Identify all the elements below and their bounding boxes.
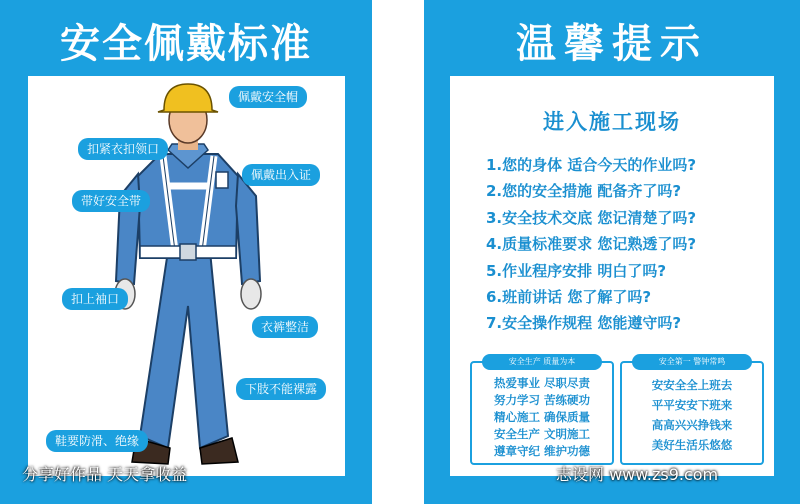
- safety-slogan-header: 安全第一 警钟常鸣: [632, 354, 752, 370]
- slogan-line: 平平安安下班来: [651, 398, 733, 412]
- safety-wear-title: 安全佩戴标准: [60, 21, 312, 67]
- question-item: 5.作业程序安排 明白了吗?: [486, 261, 667, 280]
- reminder-content: [450, 76, 774, 476]
- trousers: [140, 251, 228, 448]
- slogan-line: 遵章守纪 维护功德: [493, 444, 590, 458]
- slogan-line: 安全生产 文明施工: [493, 427, 590, 441]
- right-glove: [241, 279, 261, 309]
- quality-slogan-box: [470, 357, 614, 465]
- callout-wear-badge: 佩戴出入证: [242, 164, 320, 186]
- id-badge: [216, 172, 228, 188]
- slogan-line: 热爱事业 尽职尽责: [493, 376, 590, 390]
- callout-non-slip-shoes: 鞋要防滑、绝缘: [46, 430, 148, 452]
- question-item: 7.安全操作规程 您能遵守吗?: [486, 314, 682, 333]
- callout-fasten-collar: 扣紧衣扣领口: [78, 138, 168, 160]
- question-list: [486, 152, 696, 337]
- reminder-panel: [424, 0, 800, 504]
- question-item: 4.质量标准要求 您记熟透了吗?: [486, 235, 697, 254]
- jacket: [138, 154, 238, 258]
- callout-button-cuffs: 扣上袖口: [62, 288, 128, 310]
- callout-wear-helmet: 佩戴安全帽: [229, 86, 307, 108]
- question-item: 6.班前讲话 您了解了吗?: [486, 287, 652, 306]
- right-arm: [236, 174, 260, 284]
- belt-buckle: [180, 244, 196, 260]
- slogan-line: 高高兴兴挣钱来: [651, 418, 733, 432]
- helmet: [158, 84, 218, 112]
- slogan-line: 精心施工 确保质量: [493, 410, 590, 424]
- watermark-right-text: 志设网 www.zs9.com: [556, 465, 719, 484]
- question-item: 2.您的安全措施 配备齐了吗?: [486, 182, 682, 201]
- slogan-line: 安安全全上班去: [651, 378, 733, 392]
- callout-clean-clothes: 衣裤整洁: [252, 316, 318, 338]
- callout-no-bare-legs: 下肢不能裸露: [236, 378, 326, 400]
- callout-wear-belt: 带好安全带: [72, 190, 150, 212]
- question-item: 3.安全技术交底 您记清楚了吗?: [486, 208, 697, 227]
- worker-illustration-area: [28, 76, 345, 476]
- worker-illustration: [28, 76, 345, 476]
- slogan-line: 美好生活乐悠悠: [651, 438, 733, 452]
- quality-slogan-header: 安全生产 质量为本: [482, 354, 602, 370]
- safety-wear-panel: [0, 0, 372, 504]
- reminder-title: 温馨提示: [516, 21, 708, 67]
- slogan-line: 努力学习 苦练硬功: [493, 393, 590, 407]
- watermark-left-text: 分享好作品 天天拿收益: [22, 465, 188, 484]
- question-item: 1.您的身体 适合今天的作业吗?: [486, 156, 697, 174]
- reminder-subtitle: 进入施工现场: [543, 110, 681, 134]
- safety-slogan-box: [620, 357, 764, 465]
